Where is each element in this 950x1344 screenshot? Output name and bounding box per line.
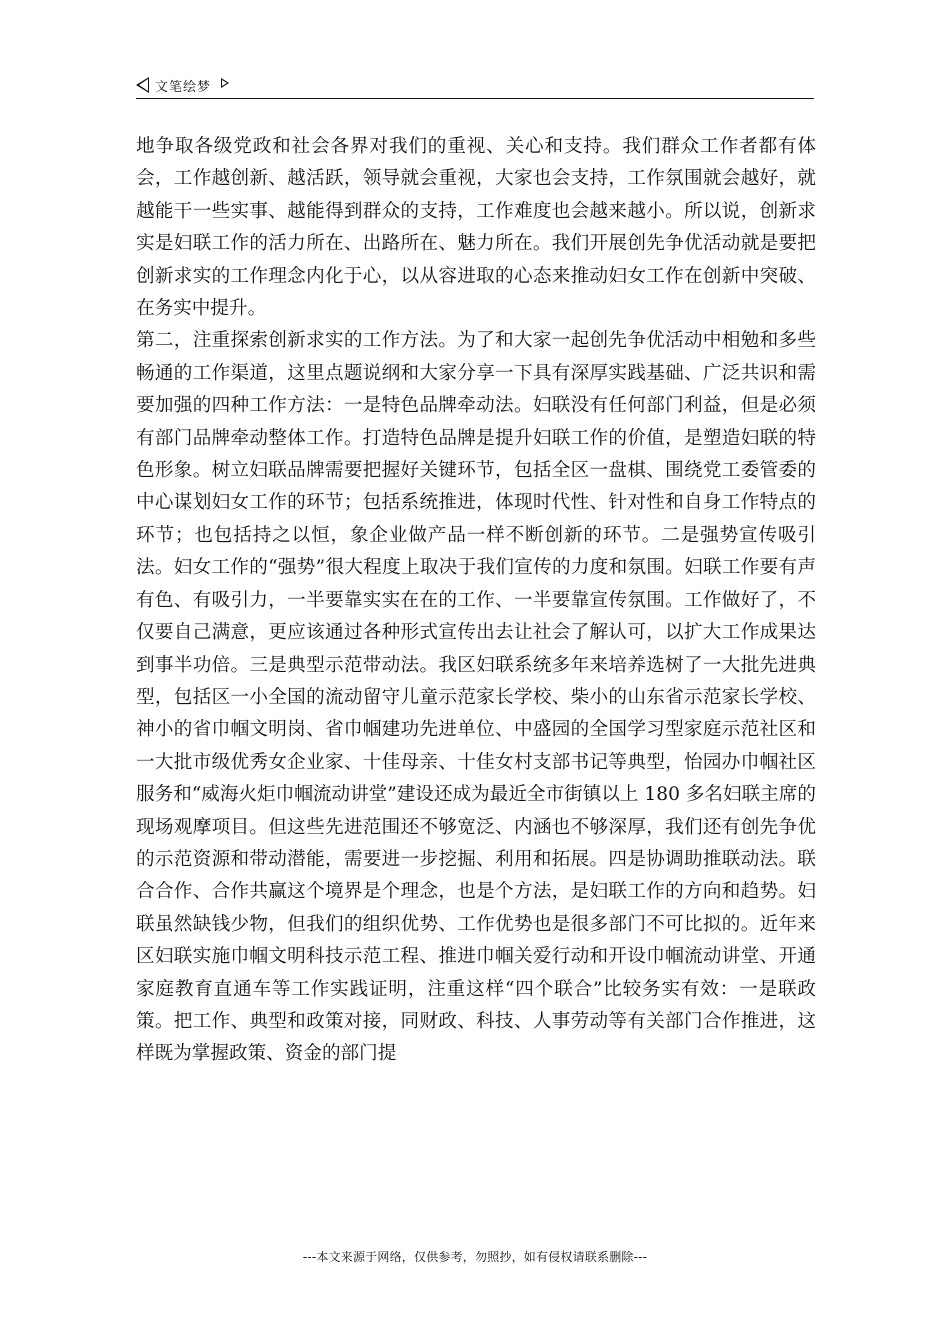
page-header xyxy=(136,74,814,98)
footer-notice: ---本文来源于网络，仅供参考，勿照抄，如有侵权请联系删除--- xyxy=(302,1250,648,1264)
document-body xyxy=(136,131,816,1071)
triangle-left-icon xyxy=(136,77,149,93)
body-paragraph-2: 第二，注重探索创新求实的工作方法。为了和大家一起创先争优活动中相勉和多些畅通的工作渠道，这里点题说纲和大家分享一下具有深厚实践基础、广泛共识和需要加强的四种工作方法：一是特色品牌牵动法。妇联没有任何部门利益，但是必须有部门品牌牵动整体工作。打造特色品牌是提升妇联工作的价值，是塑造妇联的特色形象。树立妇联品牌需要把握好关键环节，包括全区一盘棋、围绕党工委管委的中心谋划妇女工作的环节；包括系统推进，体现时代性、针对性和自身工作特点的环节；也包括持之以恒，象企业做产品一样不断创新的环节。二是强势宣传吸引法。妇女工作的“强势”很大程度上取决于我们宣传的力度和氛围。妇联工作要有声有色、有吸引力，一半要靠实实在在的工作、一半要靠宣传氛围。工作做好了，不仅要自己满意，更应该通过各种形式宣传出去让社会了解认可，以扩大工作成果达到事半功倍。三是典型示范带动法。我区妇联系统多年来培养选树了一大批先进典型，包括区一小全国的流动留守儿童示范家长学校、柴小的山东省示范家长学校、神小的省巾帼文明岗、省巾帼建功先进单位、中盛园的全国学习型家庭示范社区和一大批市级优秀女企业家、十佳母亲、十佳女村支部书记等典型，怡园办巾帼社区服务和“威海火炬巾帼流动讲堂”建设还成为最近全市街镇以上 180 多名妇联主席的现场观摩项目。但这些先进范围还不够宽泛、内涵也不够深厚，我们还有创先争优的示范资源和带动潜能，需要进一步挖掘、利用和拓展。四是协调助推联动法。联合合作、合作共赢这个境界是个理念，也是个方法，是妇联工作的方向和趋势。妇联虽然缺钱少物，但我们的组织优势、工作优势也是很多部门不可比拟的。近年来区妇联实施巾帼文明科技示范工程、推进巾帼关爱行动和开设巾帼流动讲堂、开通家庭教育直通车等工作实践证明，注重这样“四个联合”比较务实有效：一是联政策。把工作、典型和政策对接，同财政、科技、人事劳动等有关部门合作推进，这样既为掌握政策、资金的部门提 xyxy=(136,330,816,1065)
header-divider xyxy=(136,98,814,99)
header-brand-group xyxy=(136,74,229,96)
brand-title: 文笔绘梦 xyxy=(155,79,212,95)
triangle-right-icon xyxy=(221,78,229,88)
body-paragraph-1: 地争取各级党政和社会各界对我们的重视、关心和支持。我们群众工作者都有体会，工作越创新、越活跃，领导就会重视，大家也会支持，工作氛围就会越好，就越能干一些实事、越能得到群众的支持，工作难度也会越来越小。所以说，创新求实是妇联工作的活力所在、出路所在、魅力所在。我们开展创先争优活动就是要把创新求实的工作理念内化于心，以从容进取的心态来推动妇女工作在创新中突破、在务实中提升。 xyxy=(136,136,816,320)
